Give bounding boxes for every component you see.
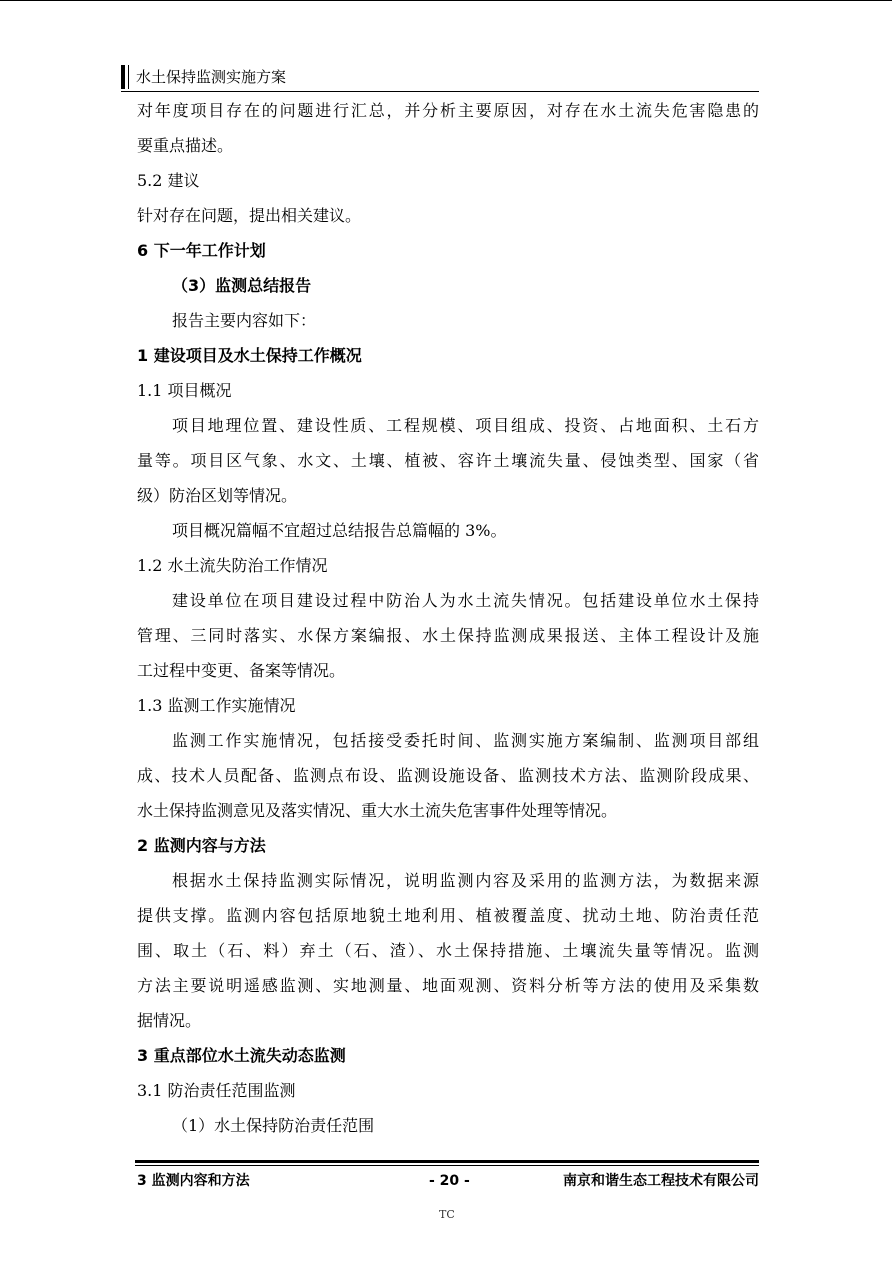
body-text-line: （1）水土保持防治责任范围 (172, 1116, 375, 1135)
footer-rule-thick (135, 1160, 759, 1163)
body-text-line: 监测工作实施情况，包括接受委托时间、监测实施方案编制、监测项目部组 (172, 731, 759, 750)
body-text-line: 围、取土（石、料）弃土（石、渣）、水土保持措施、土壤流失量等情况。监测 (137, 941, 759, 960)
body-text-line: 项目概况篇幅不宜超过总结报告总篇幅的 3%。 (172, 521, 507, 540)
body-text-line: 提供支撑。监测内容包括原地貌土地利用、植被覆盖度、扰动土地、防治责任范 (137, 906, 759, 925)
body-text-line: 建设单位在项目建设过程中防治人为水土流失情况。包括建设单位水土保持 (172, 591, 759, 610)
page-number: - 20 - (429, 1173, 470, 1189)
footer-company: 南京和谐生态工程技术有限公司 (563, 1173, 759, 1189)
body-text-line: 根据水土保持监测实际情况，说明监测内容及采用的监测方法，为数据来源 (172, 871, 759, 890)
body-text-line: 项目地理位置、建设性质、工程规模、项目组成、投资、占地面积、土石方 (172, 416, 759, 435)
header-rule (121, 91, 759, 92)
body-text-line: 1.3 监测工作实施情况 (137, 696, 296, 715)
body-text-line: 1.1 项目概况 (137, 381, 232, 400)
body-text-line: 3.1 防治责任范围监测 (137, 1081, 296, 1100)
body-text-line: 级）防治区划等情况。 (137, 486, 298, 505)
page-footer (135, 1160, 759, 1194)
body-text-line: 量等。项目区气象、水文、土壤、植被、容许土壤流失量、侵蚀类型、国家（省 (137, 451, 759, 470)
body-text-line: 针对存在问题，提出相关建议。 (137, 206, 362, 225)
header-bar-thick (121, 65, 125, 89)
document-body (137, 93, 759, 1143)
section-heading: 2 监测内容与方法 (137, 836, 266, 855)
body-text-line: 1.2 水土流失防治工作情况 (137, 556, 328, 575)
bottom-mark: TC (439, 1208, 455, 1221)
section-heading: （3）监测总结报告 (172, 276, 312, 295)
body-text-line: 报告主要内容如下： (172, 311, 317, 330)
section-heading: 3 重点部位水土流失动态监测 (137, 1046, 346, 1065)
body-text-line: 方法主要说明遥感监测、实地测量、地面观测、资料分析等方法的使用及采集数 (137, 976, 759, 995)
body-text-line: 管理、三同时落实、水保方案编报、水土保持监测成果报送、主体工程设计及施 (137, 626, 759, 645)
body-text-line: 水土保持监测意见及落实情况、重大水土流失危害事件处理等情况。 (137, 801, 618, 820)
section-heading: 1 建设项目及水土保持工作概况 (137, 346, 362, 365)
body-text-line: 5.2 建议 (137, 171, 200, 190)
body-text-line: 对年度项目存在的问题进行汇总，并分析主要原因，对存在水土流失危害隐患的 (137, 101, 759, 120)
footer-chapter: 3 监测内容和方法 (137, 1173, 250, 1189)
section-heading: 6 下一年工作计划 (137, 241, 266, 260)
footer-row (135, 1168, 759, 1194)
footer-rule-thin (135, 1165, 759, 1166)
body-text-line: 据情况。 (137, 1011, 202, 1030)
body-text-line: 成、技术人员配备、监测点布设、监测设施设备、监测技术方法、监测阶段成果、 (137, 766, 759, 785)
page-top-border (0, 0, 892, 1)
header-bar-thin (128, 65, 129, 89)
header-title: 水土保持监测实施方案 (136, 68, 287, 86)
body-text-line: 工过程中变更、备案等情况。 (137, 661, 346, 680)
page-header (121, 63, 759, 91)
body-text-line: 要重点描述。 (137, 136, 234, 155)
